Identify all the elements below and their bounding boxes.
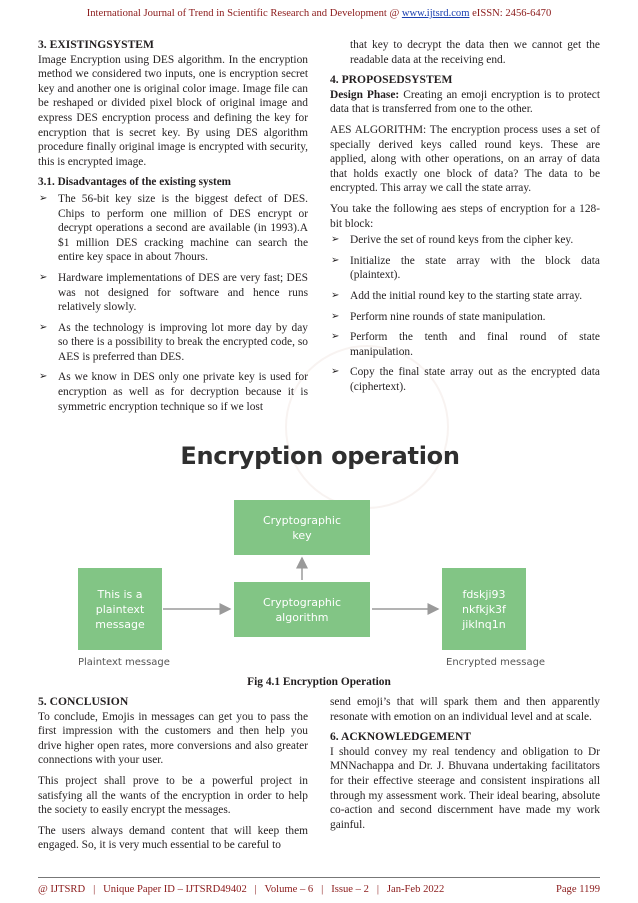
page-footer [38, 884, 600, 895]
diagram-title: Encryption operation [180, 442, 460, 470]
section-3-paragraph: Image Encryption using DES algorithm. In the encryption method we considered two inputs, one is encryption secret key and another one is original color image. Image file can be reshaped or divided pixel block of original image and express DES encryption process and defining the key for encryption that is secret key. By using DES algorithm procedure finally original image is encrypted with security, this is encrypted image. [38, 53, 308, 168]
journal-url-link[interactable]: www.ijtsrd.com [401, 8, 470, 19]
arrow-bullet-icon: ➢ [39, 271, 48, 283]
journal-issn: eISSN: 2456-6470 [469, 8, 552, 19]
list-item: ➢ Derive the set of round keys from the cipher key. [331, 234, 574, 247]
list-item: ➢ Perform the tenth and final round of state manipulation. [331, 331, 600, 358]
page-number: Page 1199 [555, 884, 600, 895]
arrow-bullet-icon: ➢ [39, 321, 48, 333]
list-item: ➢ Initialize the state array with the block data (plaintext). [331, 254, 600, 282]
list-item: ➢ Perform nine rounds of state manipulation. [331, 310, 546, 323]
figure-caption: Fig 4.1 Encryption Operation [247, 676, 391, 688]
journal-name: International Journal of Trend in Scientific Research and Development @ [86, 8, 402, 19]
arrow-bullet-icon: ➢ [331, 331, 340, 343]
section-5-heading: 5. CONCLUSION [38, 695, 129, 708]
footer-divider [38, 877, 600, 878]
arrow-bullet-icon: ➢ [39, 371, 48, 383]
list-item: ➢ Copy the final state array out as the encrypted data (ciphertext). [331, 366, 600, 393]
journal-header [0, 8, 638, 19]
arrow-bullet-icon: ➢ [331, 289, 340, 301]
list-item: ➢ The 56-bit key size is the biggest defect of DES. Chips to perform one million of DES encrypt or decrypt operations a second are available (in 1993).A $1 million DES cracking machine can search the entire key space in about 7hours. [39, 192, 308, 264]
encryption-diagram [60, 440, 580, 672]
steps-intro: You take the following aes steps of encryption for a 128-bit block: [330, 202, 600, 230]
continued-paragraph: that key to decrypt the data then we cannot get the readable data at the receiving end. [350, 39, 600, 66]
acknowledgement-column [330, 695, 600, 838]
conclusion-paragraph: The users always demand content that will keep them engaged. So, it is very much essential to be careful to [38, 824, 308, 852]
list-item: ➢ Hardware implementations of DES are very fast; DES was not designed for software and hence runs relatively slowly. [39, 271, 308, 314]
encrypted-label: Encrypted message [446, 657, 546, 668]
disadvantages-list [38, 192, 308, 414]
list-item: ➢ As we know in DES only one private key is used for encryption as well as for decryption because it is symmetric encryption technique so if we lost [39, 371, 308, 413]
design-phase-label: Design Phase: [330, 88, 400, 101]
design-phase-paragraph: Design Phase: Creating an emoji encryption is to protect data that is transferred from one to the other. [330, 88, 601, 116]
conclusion-paragraph: This project shall prove to be a powerful project in satisfying all the wants of the encryption in order to help the society to easily encrypt the messages. [38, 774, 308, 817]
aes-paragraph: AES ALGORITHM: The encryption process uses a set of specially derived keys called round keys. These are applied, along with other operations, on an array of data that holds exactly one block of data? The data to be encrypted. This array we call the state array. [330, 123, 600, 195]
arrow-bullet-icon: ➢ [331, 366, 340, 378]
aes-steps-list [330, 233, 600, 394]
cryptographic-key-box: Cryptographic key [234, 500, 370, 555]
section-4-heading: 4. PROPOSEDSYSTEM [330, 73, 453, 87]
plaintext-label: Plaintext message [78, 657, 170, 668]
acknowledgement-paragraph: I should convey my real tendency and obligation to Dr MNNachappa and Dr. J. Bhuvana undertaking facilitators for their effective steerage and consistent inspirations all through my assessment work. Their ideal bearing, absolute co-action and second discernment have made my work gainful. [330, 745, 600, 831]
section-3-1-heading: 3.1. Disadvantages of the existing system [38, 176, 231, 189]
section-3-heading: 3. EXISTINGSYSTEM [38, 38, 154, 51]
footer-info: @ IJTSRD | Unique Paper ID – IJTSRD49402 | Volume – 6 | Issue – 2 | Jan-Feb 2022 [38, 884, 445, 895]
conclusion-column [38, 695, 308, 859]
plaintext-box: This is a plaintext message [78, 568, 162, 650]
right-column [330, 38, 600, 394]
arrow-bullet-icon: ➢ [39, 192, 48, 204]
arrow-bullet-icon: ➢ [331, 234, 340, 246]
list-item: ➢ As the technology is improving lot more day by day so there is a possibility to break the encrypted code, so AES is preferred than DES. [39, 321, 308, 363]
arrow-bullet-icon: ➢ [331, 254, 340, 266]
ciphertext-box: fdskji93 nkfkjk3f jiklnq1n [442, 568, 526, 650]
conclusion-paragraph: To conclude, Emojis in messages can get you to pass the first impression with the customers and then help you drive higher open rates, more conversions and also greater connections with your user. [38, 710, 308, 767]
section-6-heading: 6. ACKNOWLEDGEMENT [330, 730, 472, 744]
cryptographic-algorithm-box: Cryptographic algorithm [234, 582, 370, 637]
arrow-bullet-icon: ➢ [331, 310, 340, 322]
list-item: ➢ Add the initial round key to the starting state array. [331, 289, 583, 302]
left-column [38, 38, 308, 414]
continued-paragraph: send emoji’s that will spark them and then apparently resonate with emotion on an individual level and at scale. [330, 696, 600, 723]
